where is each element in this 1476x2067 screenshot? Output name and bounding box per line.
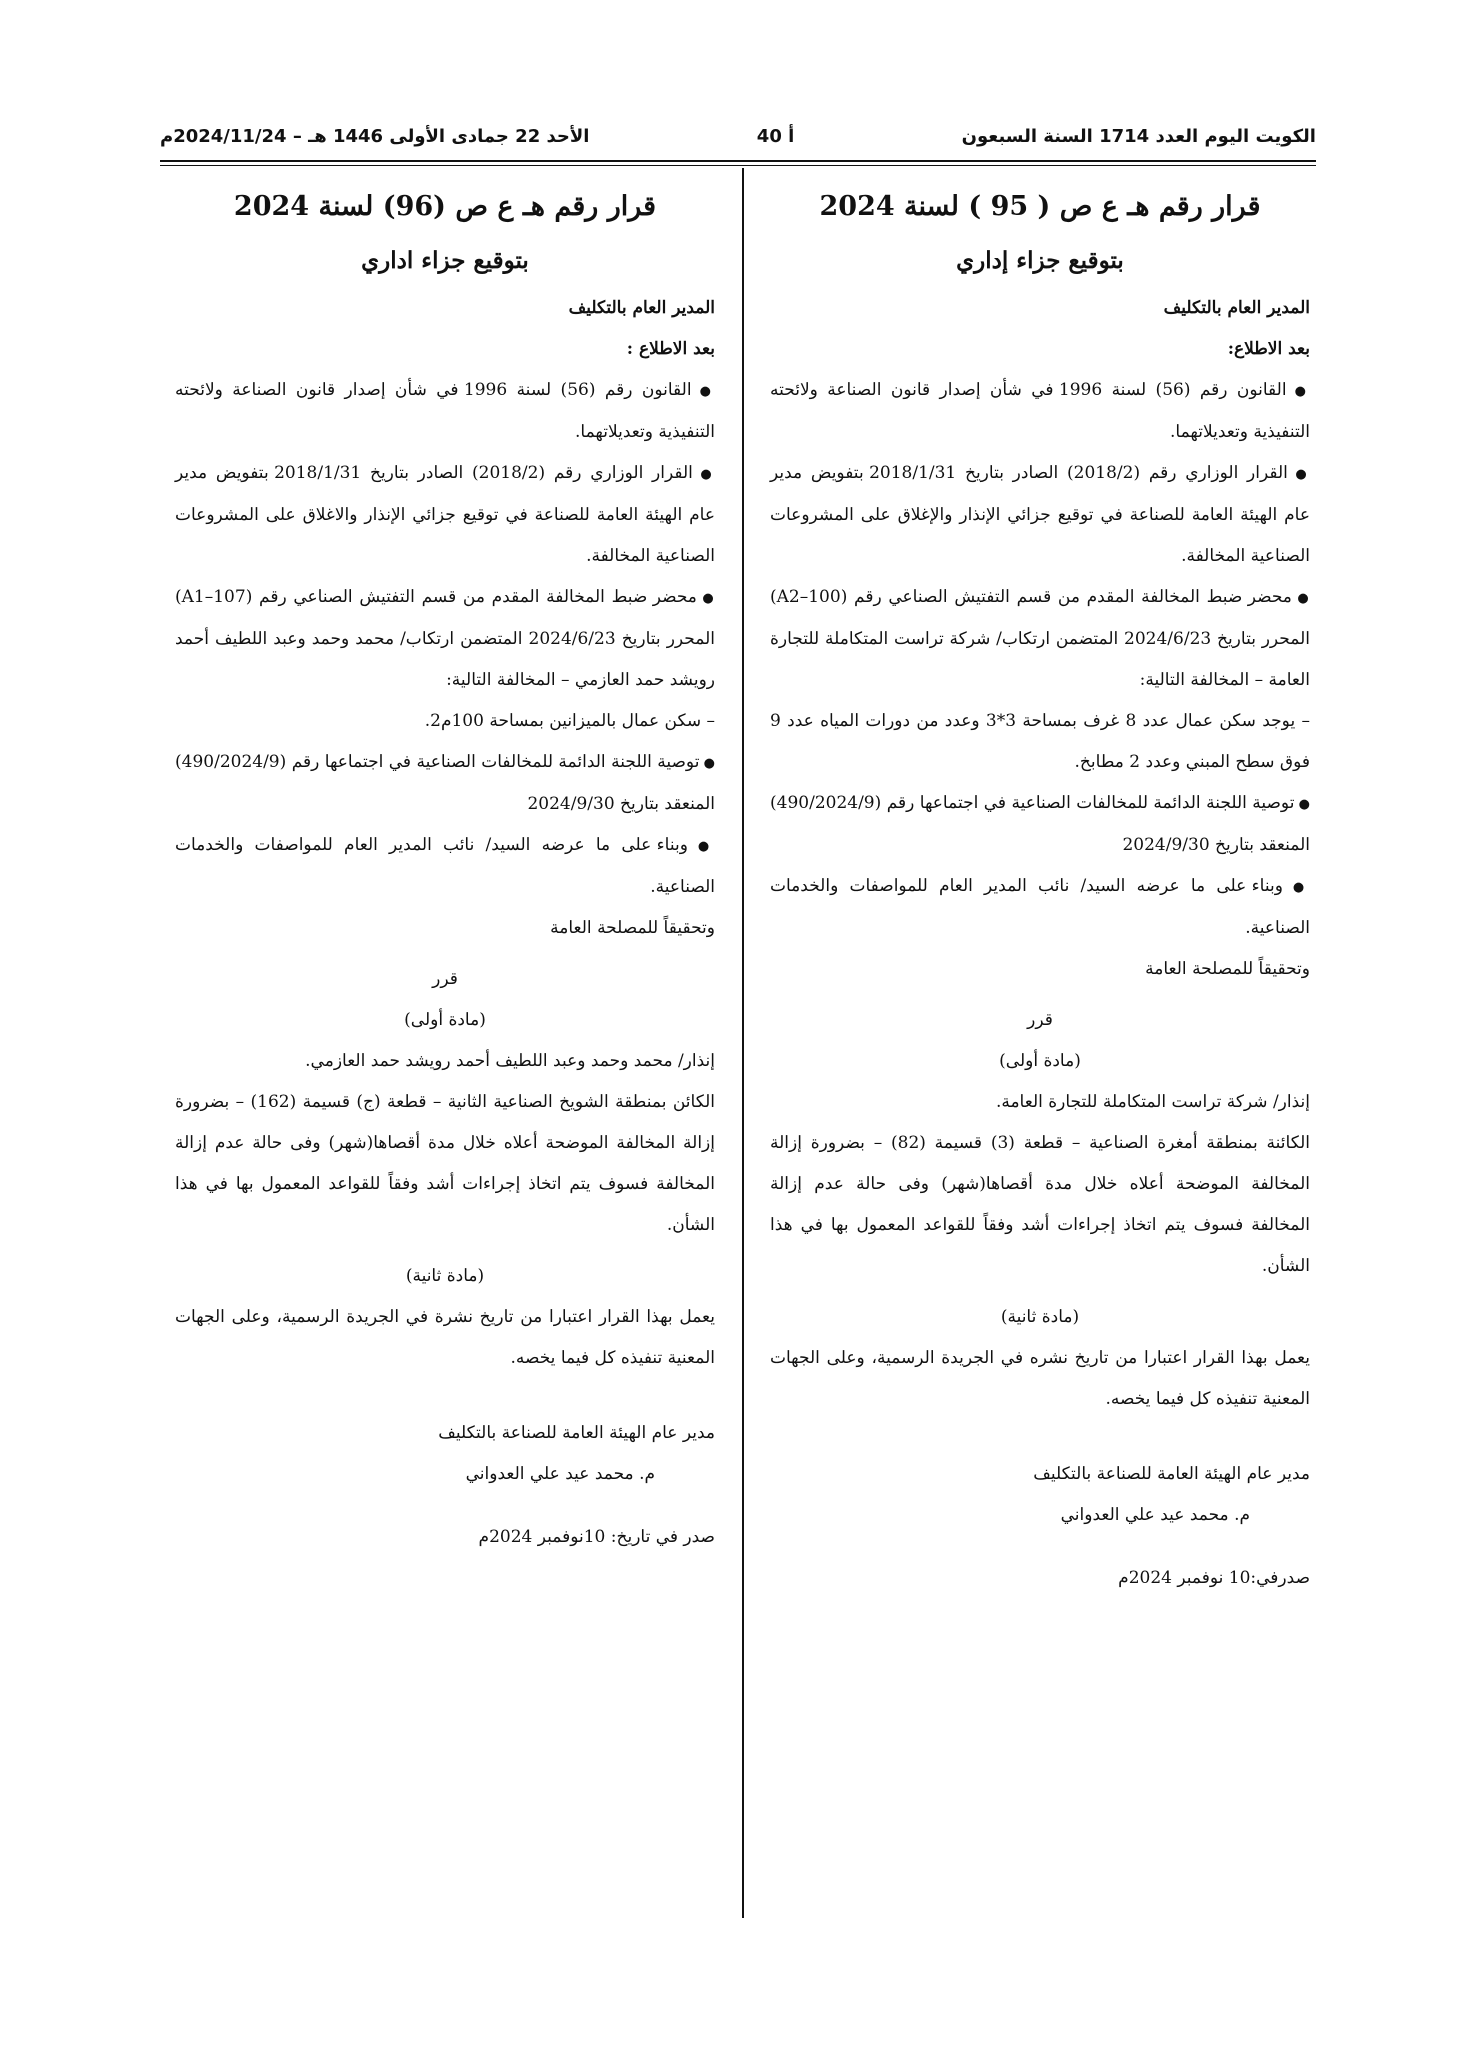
article-text: الكائنة بمنطقة أمغرة الصناعية – قطعة (3) قسيمة (82) – بضرورة إزالة المخالفة الموضحة أعلاه خلال مدة أقصاها(شهر) وفى حالة عدم إزالة المخالفة فسوف يتم اتخاذ إجراءات أشد وفقاً للقواعد المعمول بها في هذا الشأن.	[770, 1133, 1310, 1276]
decision-subtitle: بتوقيع جزاء إداري	[956, 247, 1124, 274]
recital-item: ● القانون رقم (56) لسنة 1996 في شأن إصدار قانون الصناعة ولائحته التنفيذية وتعديلاتهما.	[770, 370, 1310, 453]
recital-item: ● القانون رقم (56) لسنة 1996 في شأن إصدار قانون الصناعة ولائحته التنفيذية وتعديلاتهما.	[175, 370, 715, 453]
recital-item: ● محضر ضبط المخالفة المقدم من قسم التفتيش الصناعي رقم (A1–107) المحرر بتاريخ 2024/6/23 المتضمن ارتكاب/ محمد وحمد وعبد اللطيف أحمد رويشد حمد العازمي – المخالفة التالية:	[175, 577, 715, 701]
decision-title: قرار رقم هـ ع ص (96) لسنة 2024	[233, 191, 657, 222]
article-text: يعمل بهذا القرار اعتبارا من تاريخ نشرة في الجريدة الرسمية، وعلى الجهات المعنية تنفيذه كل فيما يخصه.	[175, 1307, 715, 1368]
page-number: أ 40	[756, 125, 795, 147]
signature-name: م. محمد عيد علي العدواني	[465, 1464, 655, 1484]
header-rule	[160, 160, 1316, 162]
issue-date: صدرفي:10 نوفمبر 2024م	[1118, 1568, 1310, 1588]
recital-item: ● توصية اللجنة الدائمة للمخالفات الصناعية في اجتماعها رقم (490/2024/9) المنعقد بتاريخ 2024/9/30	[175, 742, 715, 825]
recital-item: ● توصية اللجنة الدائمة للمخالفات الصناعية في اجتماعها رقم (490/2024/9) المنعقد بتاريخ 2024/9/30	[770, 783, 1310, 866]
public-interest: وتحقيقاً للمصلحة العامة	[1145, 959, 1310, 979]
after-review: بعد الاطلاع :	[626, 339, 715, 359]
recital-item: ● القرار الوزاري رقم (2018/2) الصادر بتاريخ 2018/1/31 بتفويض مدير عام الهيئة العامة للصناعة في توقيع جزائي الإنذار والإغلاق على المشروعات الصناعية المخالفة.	[770, 453, 1310, 577]
violation-description: – يوجد سكن عمال عدد 8 غرف بمساحة 3*3 وعدد من دورات المياه عدد 9 فوق سطح المبني وعدد 2 مطابخ.	[770, 711, 1310, 772]
header-date: الأحد 22 جمادى الأولى 1446 هـ – 2024/11/24م	[160, 125, 590, 147]
article-heading: (مادة أولى)	[999, 1051, 1081, 1071]
issue-info: الكويت اليوم العدد 1714 السنة السبعون	[961, 125, 1316, 147]
public-interest: وتحقيقاً للمصلحة العامة	[550, 918, 715, 938]
article-heading: (مادة ثانية)	[1000, 1307, 1080, 1327]
recital-item: ● محضر ضبط المخالفة المقدم من قسم التفتيش الصناعي رقم (A2–100) المحرر بتاريخ 2024/6/23 المتضمن ارتكاب/ شركة تراست المتكاملة للتجارة العامة – المخالفة التالية:	[770, 577, 1310, 701]
signature-title: مدير عام الهيئة العامة للصناعة بالتكليف	[1033, 1464, 1310, 1484]
column-divider	[742, 168, 744, 1918]
recital-item: ● القرار الوزاري رقم (2018/2) الصادر بتاريخ 2018/1/31 بتفويض مدير عام الهيئة العامة للصناعة في توقيع جزائي الإنذار والاغلاق على المشروعات الصناعية المخالفة.	[175, 453, 715, 577]
article-text: إنذار/ شركة تراست المتكاملة للتجارة العامة.	[995, 1092, 1310, 1112]
decided-heading: قرر	[1027, 1010, 1053, 1030]
recital-item: ● وبناء على ما عرضه السيد/ نائب المدير العام للمواصفات والخدمات الصناعية.	[175, 825, 715, 908]
recital-item: ● وبناء على ما عرضه السيد/ نائب المدير العام للمواصفات والخدمات الصناعية.	[770, 866, 1310, 949]
signature-name: م. محمد عيد علي العدواني	[1060, 1505, 1250, 1525]
violation-description: – سكن عمال بالميزانين بمساحة 100م2.	[424, 711, 715, 731]
header-rule-thin	[160, 165, 1316, 166]
director-line: المدير العام بالتكليف	[568, 298, 715, 318]
signature-title: مدير عام الهيئة العامة للصناعة بالتكليف	[438, 1423, 715, 1443]
decision-subtitle: بتوقيع جزاء اداري	[361, 247, 529, 274]
decided-heading: قرر	[432, 969, 458, 989]
after-review: بعد الاطلاع:	[1227, 339, 1310, 359]
decision-title: قرار رقم هـ ع ص ( 95 ) لسنة 2024	[819, 191, 1261, 222]
page-header	[160, 118, 1316, 154]
article-heading: (مادة ثانية)	[405, 1266, 485, 1286]
decision-96-column	[175, 180, 715, 1558]
article-text: يعمل بهذا القرار اعتبارا من تاريخ نشره في الجريدة الرسمية، وعلى الجهات المعنية تنفيذه كل فيما يخصه.	[770, 1348, 1310, 1409]
decision-95-column	[770, 180, 1310, 1599]
article-heading: (مادة أولى)	[404, 1010, 486, 1030]
issue-date: صدر في تاريخ: 10نوفمبر 2024م	[478, 1527, 715, 1547]
article-text: إنذار/ محمد وحمد وعبد اللطيف أحمد رويشد حمد العازمي.	[305, 1051, 715, 1071]
article-text: الكائن بمنطقة الشويخ الصناعية الثانية – قطعة (ج) قسيمة (162) – بضرورة إزالة المخالفة الموضحة أعلاه خلال مدة أقصاها(شهر) وفى حالة عدم إزالة المخالفة فسوف يتم اتخاذ إجراءات أشد وفقاً للقواعد المعمول بها في هذا الشأن.	[175, 1092, 715, 1235]
director-line: المدير العام بالتكليف	[1163, 298, 1310, 318]
